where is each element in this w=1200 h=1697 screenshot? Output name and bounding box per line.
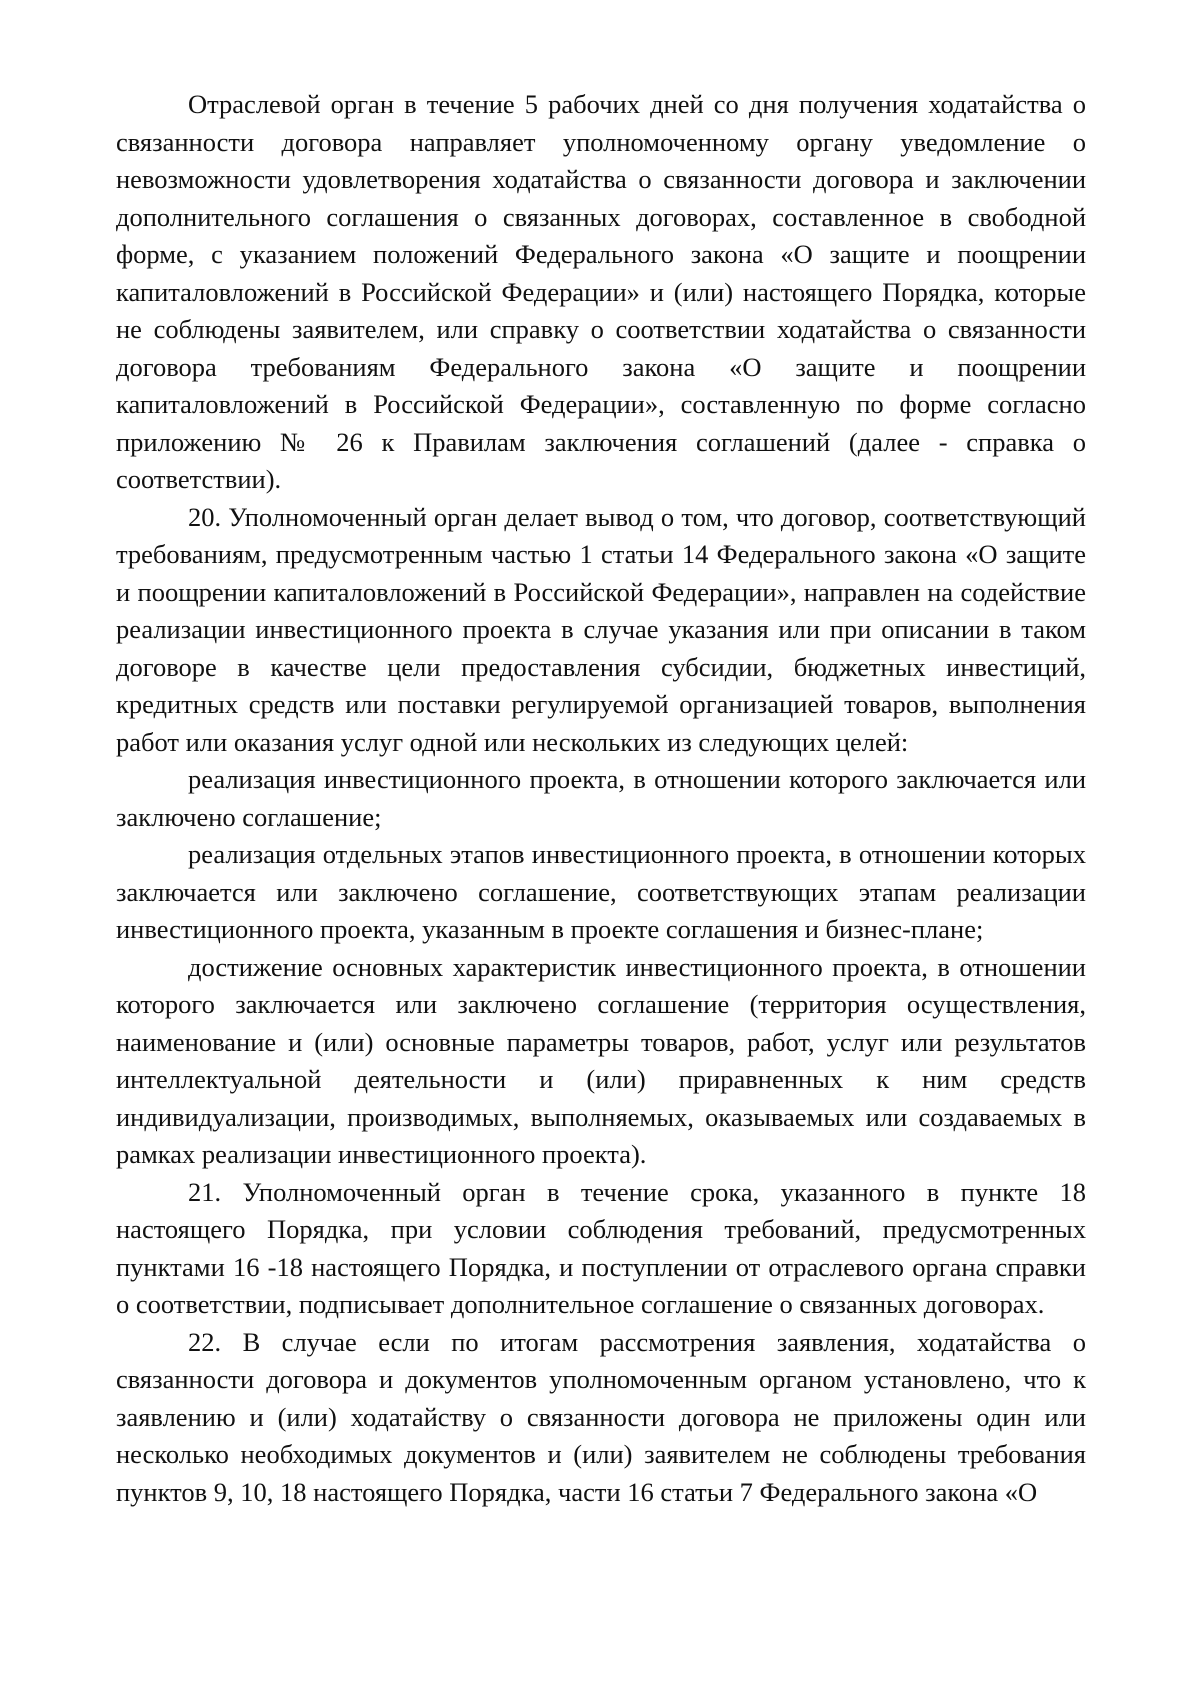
paragraph-21: 21. Уполномоченный орган в течение срока, указанного в пункте 18 настоящего Порядка, при условии соблюдения требований, предусмотренных пунктами 16 -18 настоящего Порядка, и поступлении от отраслевого органа справки о соответствии, подписывает дополнительное соглашение о связанных договорах. <box>116 1176 1086 1319</box>
list-item-goal-project-implementation: реализация инвестиционного проекта, в отношении которого заключается или заключено соглашение; <box>116 764 1086 832</box>
paragraph-notification-from-industry-body: Отраслевой орган в течение 5 рабочих дней со дня получения ходатайства о связанности договора направляет уполномоченному органу уведомление о невозможности удовлетворения ходатайства о связанности договора и заключении дополнительного соглашения о связанных договорах, составленное в свободной форме, с указанием положений Федерального закона «О защите и поощрении капиталовложений в Российской Федерации» и (или) настоящего Порядка, которые не соблюдены заявителем, или справку о соответствии ходатайства о связанности договора требованиям Федерального закона «О защите и поощрении капиталовложений в Российской Федерации», составленную по форме согласно приложению № 26 к Правилам заключения соглашений (далее - справка о соответствии). <box>116 89 1086 494</box>
document-page <box>116 86 1086 1511</box>
paragraph-22: 22. В случае если по итогам рассмотрения заявления, ходатайства о связанности договора и документов уполномоченным органом установлено, что к заявлению и (или) ходатайству о связанности договора не приложены один или несколько необходимых документов и (или) заявителем не соблюдены требования пунктов 9, 10, 18 настоящего Порядка, части 16 статьи 7 Федерального закона «О <box>116 1326 1086 1507</box>
paragraph-20: 20. Уполномоченный орган делает вывод о том, что договор, соответствующий требованиям, предусмотренным частью 1 статьи 14 Федерального закона «О защите и поощрении капиталовложений в Российской Федерации», направлен на содействие реализации инвестиционного проекта в случае указания или при описании в таком договоре в качестве цели предоставления субсидии, бюджетных инвестиций, кредитных средств или поставки регулируемой организацией товаров, выполнения работ или оказания услуг одной или нескольких из следующих целей: <box>116 501 1086 757</box>
list-item-goal-project-characteristics: достижение основных характеристик инвестиционного проекта, в отношении которого заключается или заключено соглашение (территория осуществления, наименование и (или) основные параметры товаров, работ, услуг или результатов интеллектуальной деятельности и (или) приравненных к ним средств индивидуализации, производимых, выполняемых, оказываемых или создаваемых в рамках реализации инвестиционного проекта). <box>116 951 1086 1169</box>
list-item-goal-project-stages: реализация отдельных этапов инвестиционного проекта, в отношении которых заключается или заключено соглашение, соответствующих этапам реализации инвестиционного проекта, указанным в проекте соглашения и бизнес-плане; <box>116 839 1086 944</box>
